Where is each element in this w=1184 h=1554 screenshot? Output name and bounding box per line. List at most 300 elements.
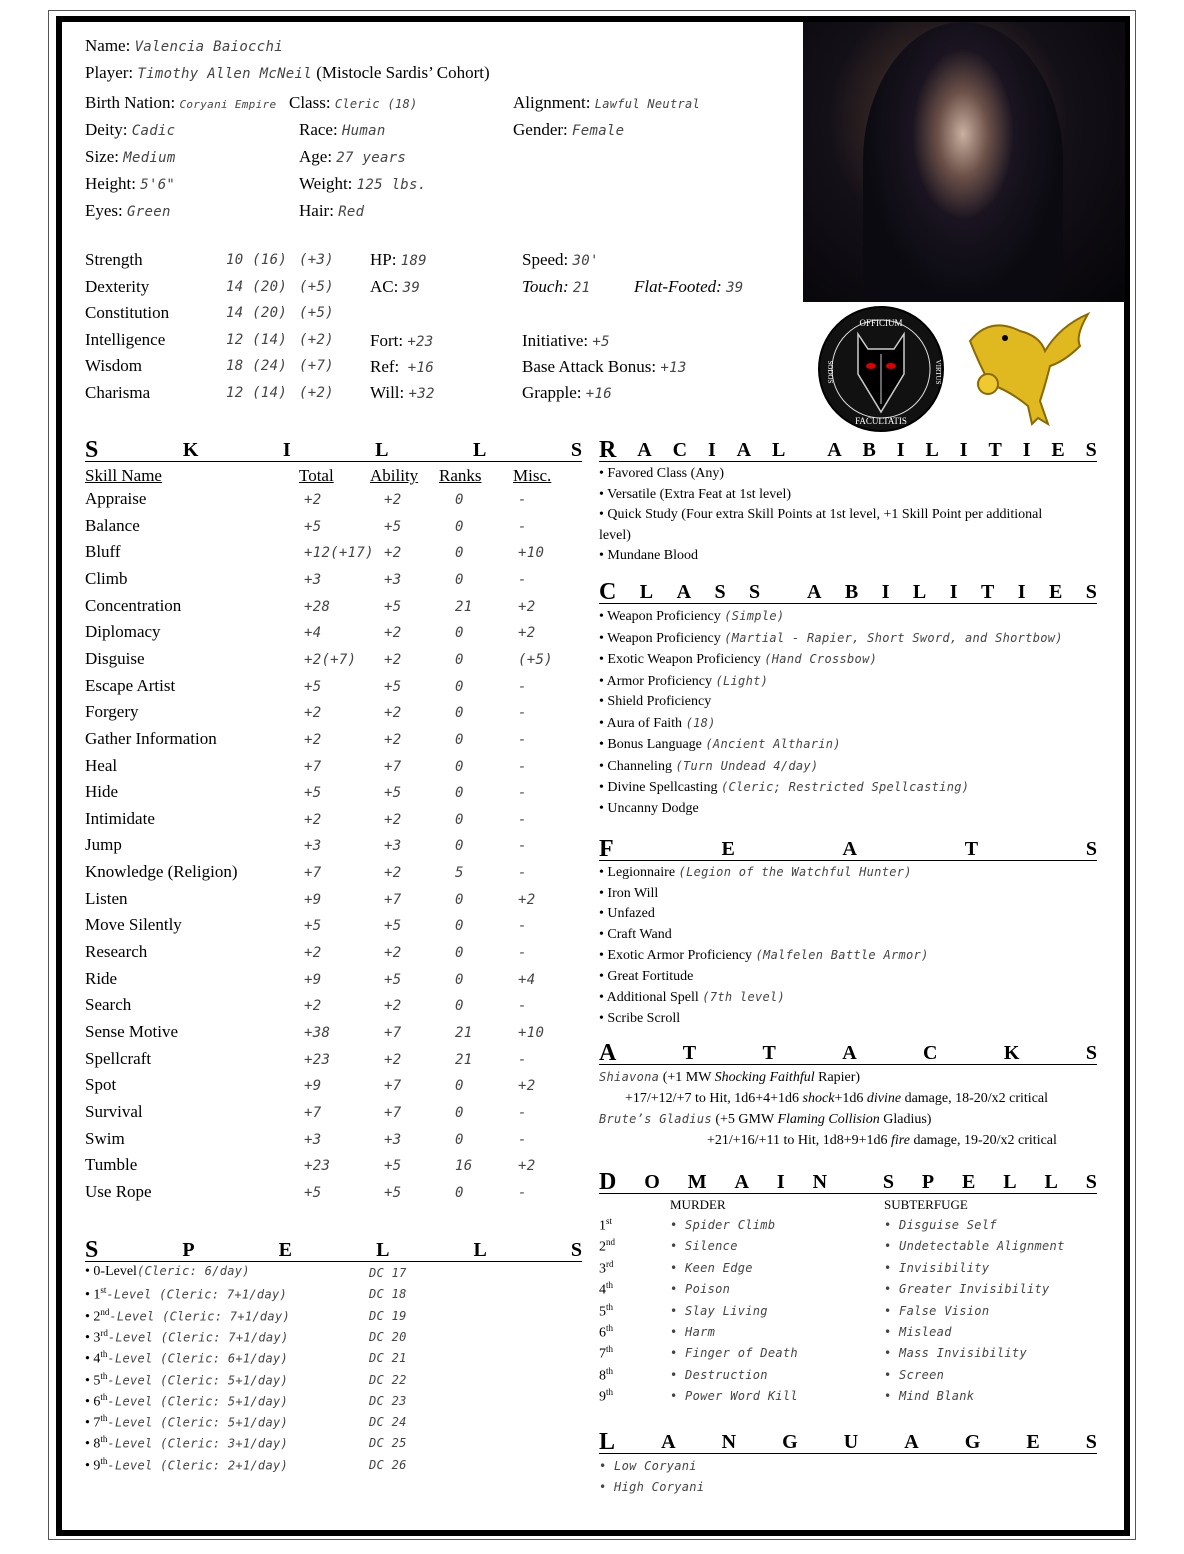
spell-dc: DC 25 <box>369 1436 407 1451</box>
class-abilities-list <box>599 606 1063 819</box>
skill-ranks: 0 <box>455 1104 464 1121</box>
skill-name: Search <box>85 995 132 1015</box>
skill-name: Tumble <box>85 1155 138 1175</box>
spell-level: • 9 <box>85 1458 101 1474</box>
seal-text-right: VIRTUS <box>934 359 942 385</box>
domain-level-number: 4 <box>599 1282 606 1298</box>
skill-misc: +10 <box>518 1025 545 1041</box>
skill-ranks: 0 <box>455 1131 464 1148</box>
title-letter: D <box>599 1169 617 1195</box>
skill-total: +7 <box>304 758 322 775</box>
skills-column-header: Total <box>299 466 334 485</box>
ability-modifier: (+5) <box>299 278 334 295</box>
skill-ability: +5 <box>384 785 402 802</box>
skill-total: +9 <box>304 971 322 988</box>
domain-level-suffix: st <box>606 1216 613 1226</box>
spell-dc: DC 17 <box>369 1266 407 1280</box>
skill-name: Spot <box>85 1075 117 1095</box>
subterfuge-spell: • Disguise Self <box>884 1218 997 1232</box>
skill-ability: +2 <box>384 625 402 642</box>
title-letter: B <box>862 439 876 461</box>
subterfuge-spell: • Screen <box>884 1367 945 1382</box>
murder-spell: • Slay Living <box>670 1303 768 1318</box>
spell-dc: DC 22 <box>369 1372 407 1387</box>
skill-name: Knowledge (Religion) <box>85 862 238 882</box>
skill-ranks: 0 <box>455 891 464 908</box>
language: • High Coryani <box>599 1480 705 1494</box>
skill-name: Survival <box>85 1101 143 1121</box>
class-ability-note: (Martial - Rapier, Short Sword, and Shortbow) <box>724 630 1063 645</box>
title-letter: T <box>964 838 979 860</box>
title-letter: S <box>714 581 726 603</box>
skill-ability: +7 <box>384 758 402 775</box>
skill-total: +5 <box>304 518 322 535</box>
skill-name: Escape Artist <box>85 675 176 695</box>
skill-name: Diplomacy <box>85 622 161 642</box>
feat-text: • Craft Wand <box>599 926 672 942</box>
spell-per-day: -Level (Cleric: 5+1/day) <box>107 1373 289 1388</box>
title-letter: I <box>776 1171 785 1193</box>
skill-ability: +2 <box>384 731 402 748</box>
seal-text-top: OFFICIUM <box>859 318 903 328</box>
skill-total: +2 <box>304 998 322 1015</box>
speed-row: Speed: 30' <box>522 250 599 269</box>
spell-dc: DC 26 <box>369 1457 407 1472</box>
skill-ranks: 21 <box>455 1051 473 1068</box>
class-ability-note: (Light) <box>715 673 769 688</box>
spell-per-day: -Level (Cleric: 3+1/day) <box>107 1437 289 1452</box>
skill-misc: (+5) <box>518 651 553 668</box>
skill-total: +7 <box>304 1104 322 1121</box>
spell-level-suffix: rd <box>100 1327 108 1338</box>
skill-ranks: 0 <box>455 971 464 988</box>
title-letter: A <box>734 1171 749 1193</box>
skill-name: Swim <box>85 1128 125 1148</box>
skill-ranks: 0 <box>455 1184 464 1201</box>
ability-score: 12 (14) <box>226 331 288 348</box>
player-row: Player: Timothy Allen McNeil (Mistocle Sardis’ Cohort) <box>85 63 490 82</box>
class-ability <box>599 756 1063 778</box>
grapple-row: Grapple: +16 <box>522 383 612 402</box>
spell-level-suffix: th <box>100 1349 108 1360</box>
spell-level-row <box>85 1264 250 1280</box>
title-letter: F <box>599 836 614 862</box>
class-ability-text: • Uncanny Dodge <box>599 800 699 816</box>
skill-ranks: 0 <box>455 811 464 828</box>
skill-misc: +4 <box>518 971 536 988</box>
domain-level <box>599 1344 613 1363</box>
fort-row: Fort: +23 <box>370 331 434 350</box>
skill-ability: +5 <box>384 598 402 615</box>
languages-list <box>599 1456 704 1498</box>
skills-column-header: Skill Name <box>85 466 162 485</box>
bab-row: Base Attack Bonus: +13 <box>522 357 687 376</box>
title-letter: A <box>661 1431 676 1453</box>
title-letter: I <box>959 439 968 461</box>
title-letter: M <box>687 1171 707 1193</box>
feats-title <box>599 836 1097 862</box>
domain-level-number: 5 <box>599 1304 606 1320</box>
murder-spell: • Finger of Death <box>670 1346 798 1361</box>
murder-spell: • Power Word Kill <box>670 1389 798 1404</box>
spell-dc: DC 18 <box>369 1287 407 1302</box>
title-letter: I <box>1022 439 1031 461</box>
racial-abilities-title <box>599 437 1097 463</box>
skill-ranks: 0 <box>455 625 464 642</box>
title-letter: S <box>882 1171 894 1193</box>
murder-spell: • Harm <box>670 1325 716 1339</box>
spell-per-day: -Level (Cleric: 5+1/day) <box>107 1415 289 1430</box>
murder-spell: • Destruction <box>670 1367 768 1382</box>
title-letter: E <box>1048 581 1063 603</box>
skill-ranks: 0 <box>455 785 464 802</box>
skill-ability: +2 <box>384 705 402 722</box>
class-ability-text: • Divine Spellcasting <box>599 780 721 795</box>
spell-level: • 0-Level <box>85 1264 137 1279</box>
spell-level-suffix: th <box>100 1391 108 1402</box>
spell-level-row <box>85 1285 287 1304</box>
title-letter: C <box>599 579 617 605</box>
class-ability <box>599 649 1063 671</box>
skill-total: +5 <box>304 785 322 802</box>
character-portrait <box>803 22 1125 302</box>
feats-list <box>599 862 929 1029</box>
ability-modifier: (+7) <box>299 358 334 375</box>
feat <box>599 862 929 884</box>
feat <box>599 987 929 1009</box>
skill-ability: +7 <box>384 1078 402 1095</box>
skill-misc: +2 <box>518 1078 536 1095</box>
feat <box>599 1009 929 1030</box>
skill-misc: - <box>518 838 527 855</box>
title-letter: N <box>721 1431 737 1453</box>
domain-level <box>599 1216 612 1235</box>
skill-ability: +5 <box>384 918 402 935</box>
domain-level-number: 8 <box>599 1368 606 1384</box>
class-ability-text: • Exotic Weapon Proficiency <box>599 652 765 667</box>
skill-total: +28 <box>304 598 331 615</box>
title-letter: S <box>1085 581 1097 603</box>
title-letter: S <box>1085 1171 1097 1193</box>
title-letter: I <box>707 439 716 461</box>
skill-ability: +3 <box>384 1131 402 1148</box>
title-letter: K <box>1003 1042 1020 1064</box>
skill-total: +2 <box>304 492 322 508</box>
spell-per-day: -Level (Cleric: 2+1/day) <box>107 1458 289 1473</box>
domain-level-suffix: nd <box>606 1237 615 1248</box>
skill-name: Balance <box>85 515 140 535</box>
skill-misc: - <box>518 571 527 588</box>
skill-misc: +10 <box>518 545 545 562</box>
feat <box>599 945 929 967</box>
eyes-row: Eyes: Green <box>85 201 171 220</box>
title-letter: E <box>1026 1431 1040 1453</box>
skill-ability: +7 <box>384 1104 402 1121</box>
skill-misc: +2 <box>518 1158 536 1175</box>
feat <box>599 884 929 905</box>
title-letter: P <box>182 1239 195 1261</box>
spell-level-row <box>85 1328 289 1347</box>
class-ability-text: • Weapon Proficiency <box>599 630 725 646</box>
spell-level-suffix: th <box>100 1434 108 1445</box>
skill-total: +9 <box>304 1078 322 1095</box>
class-ability-text: • Shield Proficiency <box>599 694 712 709</box>
spell-per-day: -Level (Cleric: 7+1/day) <box>106 1287 288 1302</box>
skill-misc: - <box>518 785 527 802</box>
skill-ranks: 0 <box>455 678 464 695</box>
spell-level: • 1 <box>85 1287 101 1303</box>
feat-text: • Unfazed <box>599 906 655 921</box>
skill-total: +3 <box>304 571 322 588</box>
domain-level-suffix: th <box>606 1323 614 1333</box>
racial-ability: • Quick Study (Four extra Skill Points at 1st level, +1 Skill Point per additional <box>599 507 1043 522</box>
subterfuge-spell: • False Vision <box>884 1303 990 1318</box>
murder-spell: • Spider Climb <box>670 1218 776 1232</box>
language: • Low Coryani <box>599 1459 697 1473</box>
skill-name: Hide <box>85 782 119 802</box>
skill-ranks: 16 <box>455 1158 473 1175</box>
title-letter: G <box>964 1431 981 1453</box>
skill-ranks: 21 <box>455 598 473 615</box>
spell-level-row <box>85 1392 288 1411</box>
skill-ability: +3 <box>384 571 402 588</box>
feat-text: • Exotic Armor Proficiency <box>599 948 756 963</box>
ability-name: Constitution <box>85 303 170 323</box>
skill-ranks: 0 <box>455 1078 464 1095</box>
domain-level-suffix: th <box>606 1280 614 1291</box>
title-letter: P <box>921 1171 935 1193</box>
skill-ability: +2 <box>384 865 402 882</box>
spell-level: • 8 <box>85 1437 101 1453</box>
gender-row: Gender: Female <box>513 120 625 139</box>
title-letter: A <box>599 1040 617 1066</box>
skill-ranks: 0 <box>455 492 464 508</box>
spell-level: • 3 <box>85 1330 101 1346</box>
skill-ranks: 0 <box>455 758 464 775</box>
skill-total: +23 <box>304 1051 331 1068</box>
skill-misc: - <box>518 1184 527 1201</box>
skill-ability: +5 <box>384 971 402 988</box>
ability-score: 10 (16) <box>226 252 288 268</box>
skill-ranks: 0 <box>455 998 464 1015</box>
domain-level <box>599 1280 613 1299</box>
title-letter: L <box>473 1239 487 1261</box>
spell-dc: DC 24 <box>369 1415 407 1430</box>
skill-ranks: 0 <box>455 731 464 748</box>
domain-level-number: 7 <box>599 1347 606 1363</box>
subterfuge-spell: • Mislead <box>884 1325 952 1339</box>
skill-ability: +5 <box>384 1158 402 1175</box>
title-letter: C <box>923 1042 938 1064</box>
title-letter: S <box>85 1237 99 1263</box>
feat-text: • Great Fortitude <box>599 968 694 984</box>
ability-name: Strength <box>85 250 143 269</box>
title-letter: A <box>904 1431 919 1453</box>
skill-ranks: 0 <box>455 571 464 588</box>
size-row: Size: Medium <box>85 147 176 166</box>
title-letter: T <box>980 581 995 603</box>
skill-ability: +7 <box>384 891 402 908</box>
domain-level <box>599 1302 613 1321</box>
title-letter: E <box>278 1239 293 1261</box>
murder-spell: • Keen Edge <box>670 1260 753 1275</box>
spell-level-row <box>85 1371 288 1390</box>
class-ability-note: (Simple) <box>724 609 785 623</box>
title-letter: I <box>282 439 291 461</box>
class-ability <box>599 799 1063 820</box>
feat <box>599 925 929 946</box>
spell-level-suffix: th <box>100 1455 108 1466</box>
domain-level <box>599 1323 613 1342</box>
skill-total: +4 <box>304 625 322 642</box>
title-letter: A <box>842 838 857 860</box>
attacks-title <box>599 1040 1097 1066</box>
ability-score: 14 (20) <box>226 278 288 295</box>
spell-per-day: -Level (Cleric: 5+1/day) <box>107 1394 289 1409</box>
deity-row: Deity: Cadic <box>85 120 176 139</box>
title-letter: S <box>570 1239 582 1261</box>
domain-level <box>599 1387 613 1406</box>
skill-ability: +7 <box>384 1025 402 1041</box>
title-letter: S <box>1085 838 1097 860</box>
skill-name: Listen <box>85 888 128 908</box>
weapon-1-stats: +17/+12/+7 to Hit, 1d6+4+1d6 shock+1d6 divine damage, 18-20/x2 critical <box>625 1090 1049 1106</box>
feat <box>599 967 929 988</box>
title-letter: S <box>1085 1431 1097 1453</box>
weapon-2: Brute’s Gladius (+5 GMW Flaming Collision Gladius) <box>599 1112 932 1127</box>
class-ability-note: (18) <box>685 715 716 730</box>
ac-row: AC: 39 <box>370 277 421 296</box>
seal-text-left: SODOS <box>826 360 834 384</box>
spell-level: • 7 <box>85 1415 101 1431</box>
skills-column-header: Misc. <box>513 466 552 485</box>
title-letter: I <box>949 581 958 603</box>
skill-ability: +2 <box>384 492 402 508</box>
skill-total: +12(+17) <box>304 545 374 562</box>
skill-ability: +2 <box>384 545 402 562</box>
skill-total: +2(+7) <box>304 651 357 668</box>
skill-total: +3 <box>304 1131 322 1148</box>
domain-level-number: 2 <box>599 1240 606 1256</box>
class-ability <box>599 692 1063 713</box>
skill-name: Spellcraft <box>85 1048 152 1068</box>
title-letter: I <box>881 581 890 603</box>
legion-seal-icon <box>808 304 954 434</box>
title-letter: S <box>1085 439 1097 461</box>
gold-bird-icon <box>960 306 1092 428</box>
skill-ranks: 5 <box>455 865 464 882</box>
skill-misc: - <box>518 1104 527 1121</box>
skill-name: Research <box>85 942 148 962</box>
skill-total: +2 <box>304 731 322 748</box>
skill-misc: - <box>518 1131 527 1148</box>
title-letter: B <box>844 581 859 603</box>
title-letter: G <box>782 1431 798 1453</box>
skill-ranks: 0 <box>455 518 464 535</box>
subterfuge-spell: • Invisibility <box>884 1260 990 1275</box>
attacks-list <box>599 1067 1057 1151</box>
domain-subterfuge-header: SUBTERFUGE <box>884 1197 968 1212</box>
weapon-2-stats: +21/+16/+11 to Hit, 1d8+9+1d6 fire damage, 19-20/x2 critical <box>707 1132 1057 1148</box>
racial-ability: • Favored Class (Any) <box>599 466 725 481</box>
feat-note: (7th level) <box>702 990 786 1004</box>
class-ability-text: • Aura of Faith <box>599 715 686 731</box>
name-value: Valencia Baiocchi <box>134 39 283 55</box>
skill-name: Jump <box>85 835 122 855</box>
skill-name: Bluff <box>85 542 121 562</box>
title-letter: A <box>637 439 652 461</box>
class-ability-text: • Armor Proficiency <box>599 673 716 689</box>
title-letter: L <box>925 439 939 461</box>
feat-text: • Legionnaire <box>599 865 679 880</box>
skill-misc: - <box>518 865 527 882</box>
feat-text: • Additional Spell <box>599 990 703 1005</box>
title-letter: A <box>842 1042 857 1064</box>
spell-level: • 4 <box>85 1351 101 1367</box>
title-letter: N <box>812 1171 828 1193</box>
class-abilities-title <box>599 579 1097 605</box>
class-ability-text: • Bonus Language <box>599 737 706 752</box>
skill-misc: +2 <box>518 891 536 908</box>
ability-name: Dexterity <box>85 276 150 296</box>
skill-misc: - <box>518 518 527 535</box>
will-row: Will: +32 <box>370 383 435 402</box>
player-value: Timothy Allen McNeil <box>137 66 312 82</box>
title-letter: L <box>772 439 786 461</box>
skill-ability: +2 <box>384 651 402 668</box>
age-row: Age: 27 years <box>299 147 407 166</box>
domain-level-suffix: th <box>606 1387 614 1398</box>
spell-per-day: -Level (Cleric: 7+1/day) <box>109 1309 290 1324</box>
skill-misc: - <box>518 918 527 935</box>
skill-ability: +5 <box>384 678 402 695</box>
domain-level-number: 6 <box>599 1325 606 1341</box>
skill-ranks: 0 <box>455 945 464 962</box>
spell-dc: DC 23 <box>369 1393 407 1408</box>
feat <box>599 904 929 925</box>
spell-level-row <box>85 1456 288 1475</box>
skill-total: +5 <box>304 1184 322 1201</box>
title-letter: L <box>912 581 927 603</box>
title-letter: T <box>682 1042 697 1064</box>
skill-ability: +5 <box>384 518 402 535</box>
skill-name: Appraise <box>85 489 147 508</box>
touch-row: Touch: 21 <box>522 277 591 296</box>
title-letter: L <box>473 439 487 461</box>
feat-text: • Iron Will <box>599 885 659 901</box>
class-ability <box>599 777 1063 799</box>
subterfuge-spell: • Greater Invisibility <box>884 1282 1050 1297</box>
skill-ranks: 21 <box>455 1025 473 1041</box>
domain-level-suffix: th <box>606 1365 614 1376</box>
skill-name: Concentration <box>85 595 182 615</box>
skill-total: +2 <box>304 811 322 828</box>
title-letter: U <box>843 1431 859 1453</box>
skill-ability: +2 <box>384 811 402 828</box>
domain-level <box>599 1259 614 1278</box>
birth-row: Birth Nation: Coryani Empire <box>85 93 277 112</box>
ref-row: Ref: +16 <box>370 357 434 376</box>
ability-modifier: (+5) <box>299 305 334 322</box>
ability-score: 18 (24) <box>226 358 288 375</box>
skill-misc: - <box>518 705 527 722</box>
class-ability <box>599 713 1063 735</box>
domain-level-number: 9 <box>599 1389 606 1405</box>
skill-misc: - <box>518 731 527 748</box>
languages-title <box>599 1429 1097 1455</box>
skill-ranks: 0 <box>455 651 464 668</box>
skill-total: +2 <box>304 705 322 722</box>
